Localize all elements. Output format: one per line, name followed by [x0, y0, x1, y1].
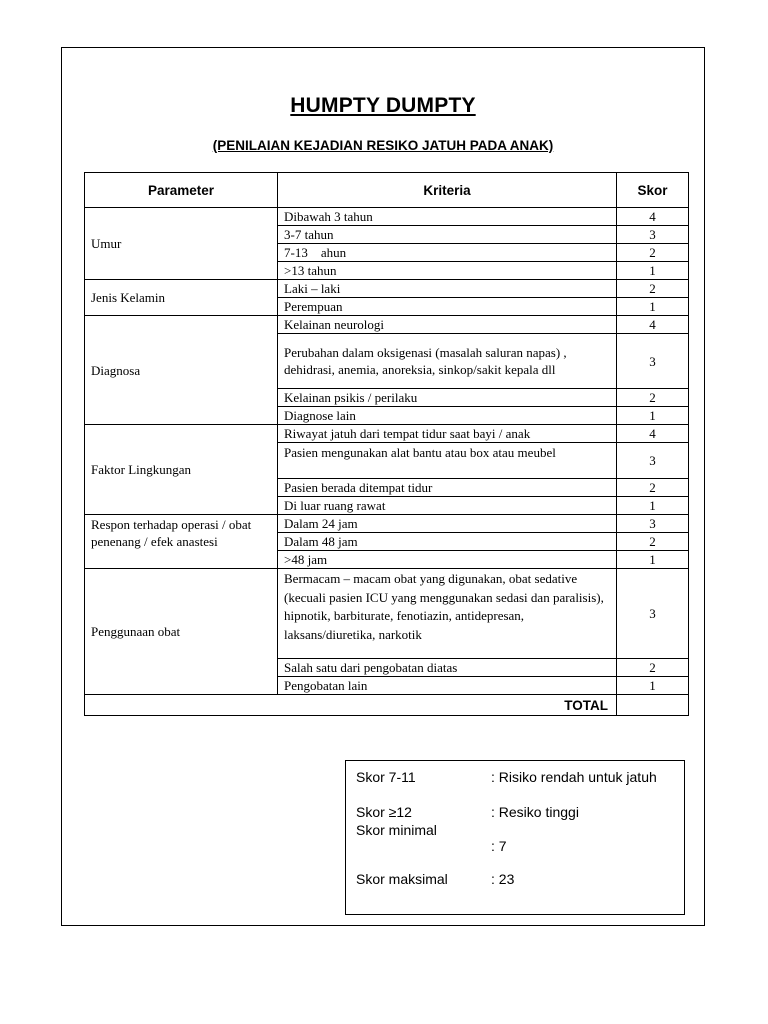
header-parameter: Parameter	[85, 173, 278, 208]
total-label: TOTAL	[85, 695, 617, 716]
skor-cell: 1	[617, 407, 689, 425]
kriteria-cell: Riwayat jatuh dari tempat tidur saat bayi / anak	[278, 425, 617, 443]
kriteria-cell: Laki – laki	[278, 280, 617, 298]
skor-cell: 3	[617, 226, 689, 244]
skor-cell: 2	[617, 389, 689, 407]
parameter-cell: Penggunaan obat	[85, 569, 278, 695]
legend-min-label: Skor minimal	[356, 822, 437, 838]
parameter-cell: Respon terhadap operasi / obat penenang / efek anastesi	[85, 515, 278, 569]
skor-cell: 2	[617, 244, 689, 262]
skor-cell: 4	[617, 425, 689, 443]
skor-cell: 3	[617, 569, 689, 659]
skor-cell: 2	[617, 479, 689, 497]
parameter-cell: Jenis Kelamin	[85, 280, 278, 316]
legend-max-label: Skor maksimal	[356, 871, 448, 887]
total-value-cell	[617, 695, 689, 716]
kriteria-cell: Pengobatan lain	[278, 677, 617, 695]
table-row	[85, 280, 689, 298]
legend-low-label: Skor 7-11	[356, 769, 416, 785]
kriteria-cell: Kelainan psikis / perilaku	[278, 389, 617, 407]
kriteria-cell: 3-7 tahun	[278, 226, 617, 244]
kriteria-cell: Pasien berada ditempat tidur	[278, 479, 617, 497]
skor-cell: 1	[617, 497, 689, 515]
total-row	[85, 695, 689, 716]
table-row	[85, 208, 689, 226]
header-skor: Skor	[617, 173, 689, 208]
kriteria-cell: Pasien mengunakan alat bantu atau box atau meubel	[278, 443, 617, 479]
document-page	[61, 47, 705, 926]
table-row	[85, 425, 689, 443]
header-kriteria: Kriteria	[278, 173, 617, 208]
parameter-cell: Faktor Lingkungan	[85, 425, 278, 515]
kriteria-cell: Diagnose lain	[278, 407, 617, 425]
kriteria-cell: >48 jam	[278, 551, 617, 569]
kriteria-cell: >13 tahun	[278, 262, 617, 280]
parameter-cell: Umur	[85, 208, 278, 280]
document-subtitle: (PENILAIAN KEJADIAN RESIKO JATUH PADA ANAK)	[212, 138, 554, 153]
skor-cell: 3	[617, 443, 689, 479]
skor-cell: 1	[617, 551, 689, 569]
table-row	[85, 515, 689, 533]
skor-cell: 3	[617, 515, 689, 533]
kriteria-cell: Perubahan dalam oksigenasi (masalah saluran napas) , dehidrasi, anemia, anoreksia, sinkop/sakit kepala dll	[278, 334, 617, 389]
parameter-cell: Diagnosa	[85, 316, 278, 425]
legend-max-value: : 23	[491, 871, 515, 887]
skor-cell: 1	[617, 262, 689, 280]
skor-cell: 4	[617, 316, 689, 334]
kriteria-cell: Dibawah 3 tahun	[278, 208, 617, 226]
kriteria-cell: Salah satu dari pengobatan diatas	[278, 659, 617, 677]
skor-cell: 3	[617, 334, 689, 389]
table-row	[85, 569, 689, 659]
legend-low-value: : Risiko rendah untuk jatuh	[491, 769, 657, 785]
table-row	[85, 316, 689, 334]
legend-high-label: Skor ≥12	[356, 804, 412, 820]
assessment-table	[84, 172, 689, 716]
kriteria-cell: Dalam 24 jam	[278, 515, 617, 533]
document-title: HUMPTY DUMPTY	[290, 94, 476, 117]
skor-cell: 1	[617, 298, 689, 316]
kriteria-cell: Perempuan	[278, 298, 617, 316]
score-legend	[345, 760, 685, 915]
skor-cell: 1	[617, 677, 689, 695]
kriteria-cell: Kelainan neurologi	[278, 316, 617, 334]
skor-cell: 4	[617, 208, 689, 226]
kriteria-cell: Di luar ruang rawat	[278, 497, 617, 515]
legend-high-value: : Resiko tinggi	[491, 804, 579, 820]
skor-cell: 2	[617, 280, 689, 298]
kriteria-cell: Bermacam – macam obat yang digunakan, obat sedative (kecuali pasien ICU yang menggunakan sedasi dan paralisis), hipnotik, barbiturate, fenotiazin, antidepresan, laksans/diuretika, narkotik	[278, 569, 617, 659]
skor-cell: 2	[617, 659, 689, 677]
kriteria-cell: 7-13 ahun	[278, 244, 617, 262]
legend-min-value: : 7	[491, 838, 507, 854]
kriteria-cell: Dalam 48 jam	[278, 533, 617, 551]
skor-cell: 2	[617, 533, 689, 551]
